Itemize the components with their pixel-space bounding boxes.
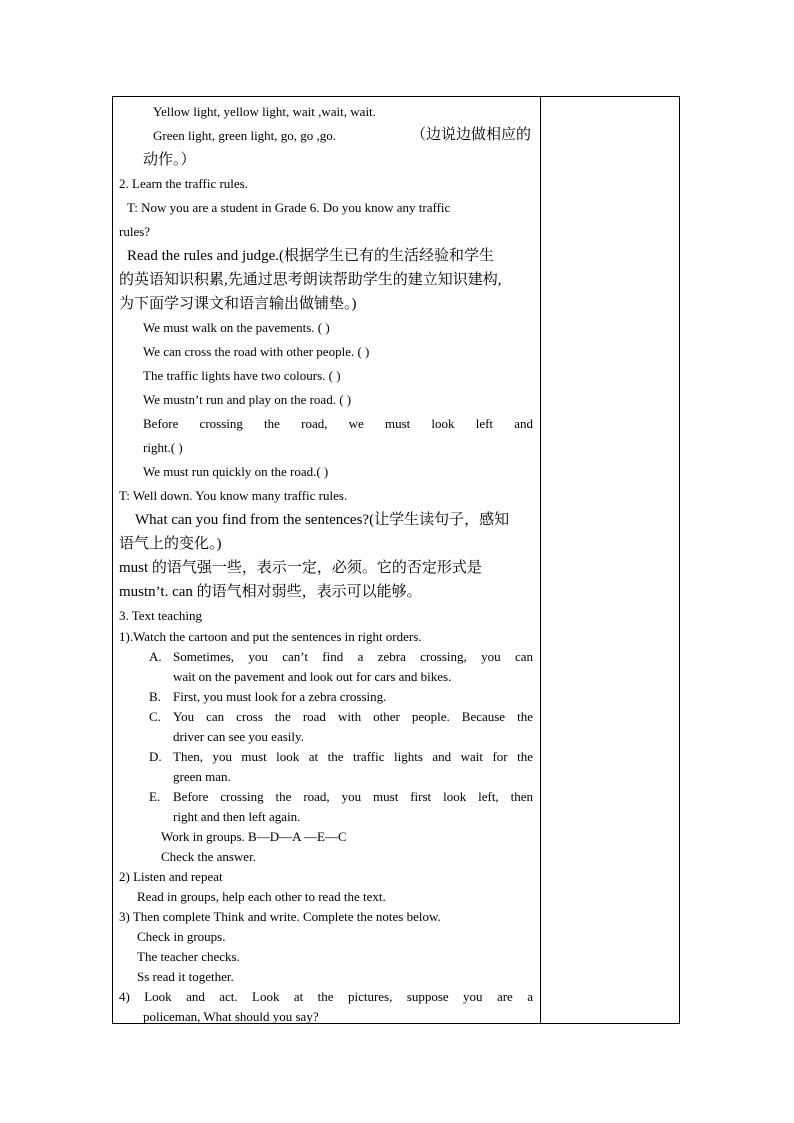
listen-repeat: 2) Listen and repeat: [119, 869, 223, 884]
option-c-label: C.: [149, 709, 161, 724]
rule-5-end: right.( ): [143, 440, 183, 455]
option-a: Sometimes, you can’t find a zebra crossing, you can: [173, 649, 533, 664]
rule-3: The traffic lights have two colours. ( ): [143, 368, 341, 383]
teacher-feedback: T: Well down. You know many traffic rules.: [119, 488, 348, 503]
option-c-cont: driver can see you easily.: [173, 729, 304, 744]
teacher-checks: The teacher checks.: [137, 949, 240, 964]
option-d: Then, you must look at the traffic lights and wait for the: [173, 749, 533, 764]
watch-instruction: 1).Watch the cartoon and put the sentences in right orders.: [119, 629, 422, 644]
chant-line-2: Green light, green light, go, go ,go.: [153, 128, 337, 143]
option-b: First, you must look for a zebra crossing.: [173, 689, 387, 704]
teacher-question-end: rules?: [119, 224, 151, 239]
group-order: Work in groups. B—D—A —E—C: [161, 829, 347, 844]
rule-6: We must run quickly on the road.( ): [143, 464, 329, 479]
column-divider: [540, 97, 541, 1023]
must-explanation: must 的语气强一些，表示一定，必须。它的否定形式是: [119, 560, 482, 576]
rule-5: Before crossing the road, we must look left and: [143, 416, 533, 431]
sentence-question: What can you find from the sentences?(让学生读句子，感知: [135, 512, 510, 528]
option-d-label: D.: [149, 749, 162, 764]
option-d-cont: green man.: [173, 769, 231, 784]
option-b-label: B.: [149, 689, 161, 704]
look-act: 4) Look and act. Look at the pictures, suppose you are a: [119, 989, 533, 1004]
option-e: Before crossing the road, you must first look left, then: [173, 789, 533, 804]
check-groups: Check in groups.: [137, 929, 226, 944]
teacher-question: T: Now you are a student in Grade 6. Do you know any traffic: [127, 200, 451, 215]
step-2-heading: 2. Learn the traffic rules.: [119, 176, 248, 191]
chant-line-1: Yellow light, yellow light, wait ,wait, wait.: [153, 104, 376, 119]
rules-instruction: Read the rules and judge.(根据学生已有的生活经验和学生: [127, 248, 495, 264]
complete-notes: 3) Then complete Think and write. Complete the notes below.: [119, 909, 441, 924]
rules-instruction-3: 为下面学习课文和语言输出做铺垫。): [119, 296, 357, 312]
sentence-question-end: 语气上的变化。): [119, 536, 222, 552]
option-e-label: E.: [149, 789, 161, 804]
check-answer: Check the answer.: [161, 849, 256, 864]
rule-2: We can cross the road with other people. ( ): [143, 344, 370, 359]
option-a-cont: wait on the pavement and look out for cars and bikes.: [173, 669, 452, 684]
look-act-end: policeman, What should you say?: [143, 1009, 319, 1024]
listen-repeat-detail: Read in groups, help each other to read the text.: [137, 889, 386, 904]
option-e-cont: right and then left again.: [173, 809, 301, 824]
rule-4: We mustn’t run and play on the road. ( ): [143, 392, 352, 407]
rules-instruction-2: 的英语知识积累,先通过思考朗读帮助学生的建立知识建构,: [119, 272, 502, 288]
option-c: You can cross the road with other people. Because the: [173, 709, 533, 724]
lesson-table: [112, 96, 680, 1024]
chant-note: （边说边做相应的: [411, 127, 532, 143]
chant-note-end: 动作。）: [143, 152, 196, 168]
rule-1: We must walk on the pavements. ( ): [143, 320, 330, 335]
must-explanation-2: mustn’t. can 的语气相对弱些，表示可以能够。: [119, 584, 422, 600]
step-3-heading: 3. Text teaching: [119, 608, 202, 623]
read-together: Ss read it together.: [137, 969, 234, 984]
option-a-label: A.: [149, 649, 162, 664]
